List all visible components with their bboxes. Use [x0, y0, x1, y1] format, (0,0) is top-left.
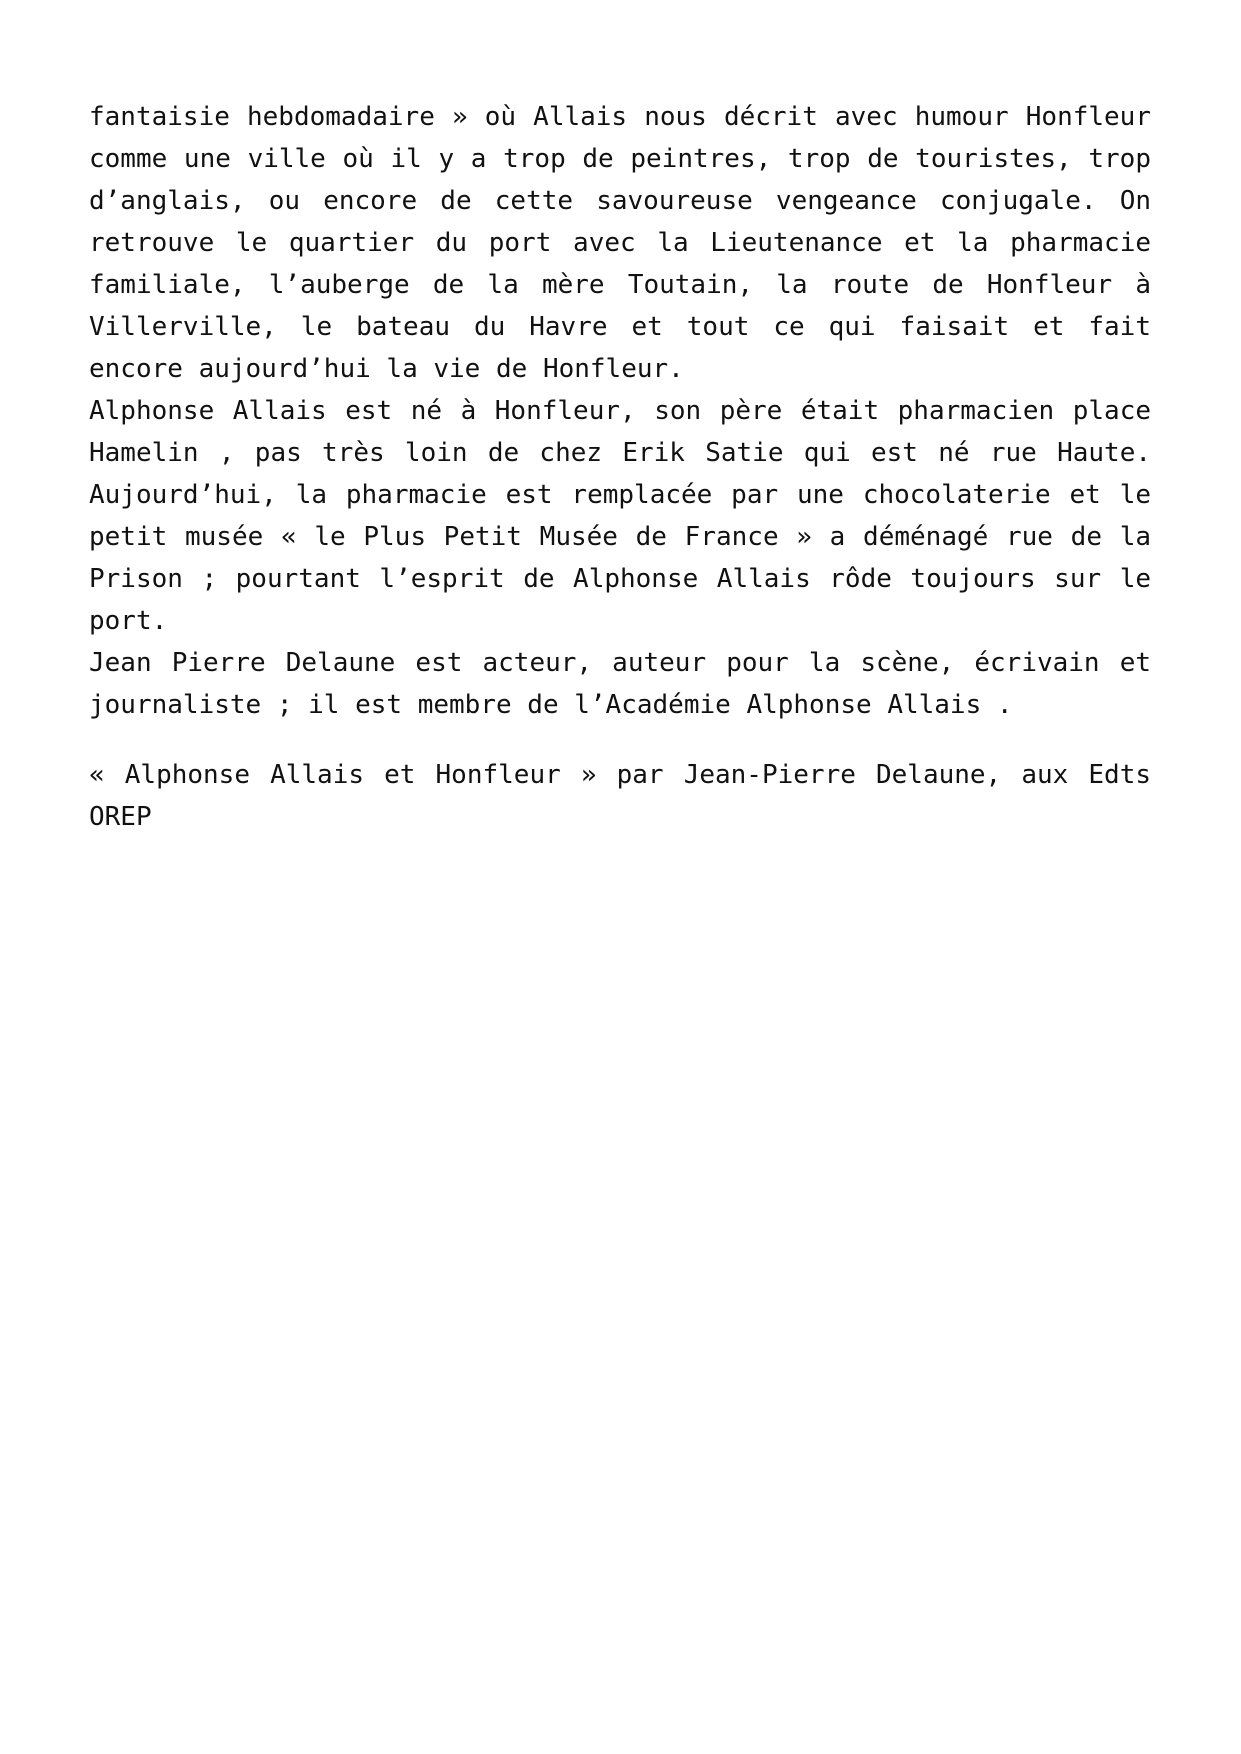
paragraph-spacer — [89, 726, 1151, 754]
paragraph-honfleur-fantaisie: fantaisie hebdomadaire » où Allais nous décrit avec humour Honfleur comme une ville où il y a trop de peintres, trop de touristes, trop d’anglais, ou encore de cette savoureuse vengeance conjugale. On retrouve le quartier du port avec la Lieutenance et la pharmacie familiale, l’auberge de la mère Toutain, la route de Honfleur à Villerville, le bateau du Havre et tout ce qui faisait et fait encore aujourd’hui la vie de Honfleur. — [89, 102, 1151, 384]
paragraph-allais-birthplace: Alphonse Allais est né à Honfleur, son père était pharmacien place Hamelin , pas très loin de chez Erik Satie qui est né rue Haute. Aujourd’hui, la pharmacie est remplacée par une chocolaterie et le petit musée « le Plus Petit Musée de France » a déménagé rue de la Prison ; pourtant l’esprit de Alphonse Allais rôde toujours sur le port. — [89, 396, 1151, 636]
document-body — [89, 96, 1151, 838]
book-reference: « Alphonse Allais et Honfleur » par Jean-Pierre Delaune, aux Edts OREP — [89, 760, 1151, 832]
paragraph-author-bio: Jean Pierre Delaune est acteur, auteur pour la scène, écrivain et journaliste ; il est membre de l’Académie Alphonse Allais . — [89, 648, 1151, 720]
